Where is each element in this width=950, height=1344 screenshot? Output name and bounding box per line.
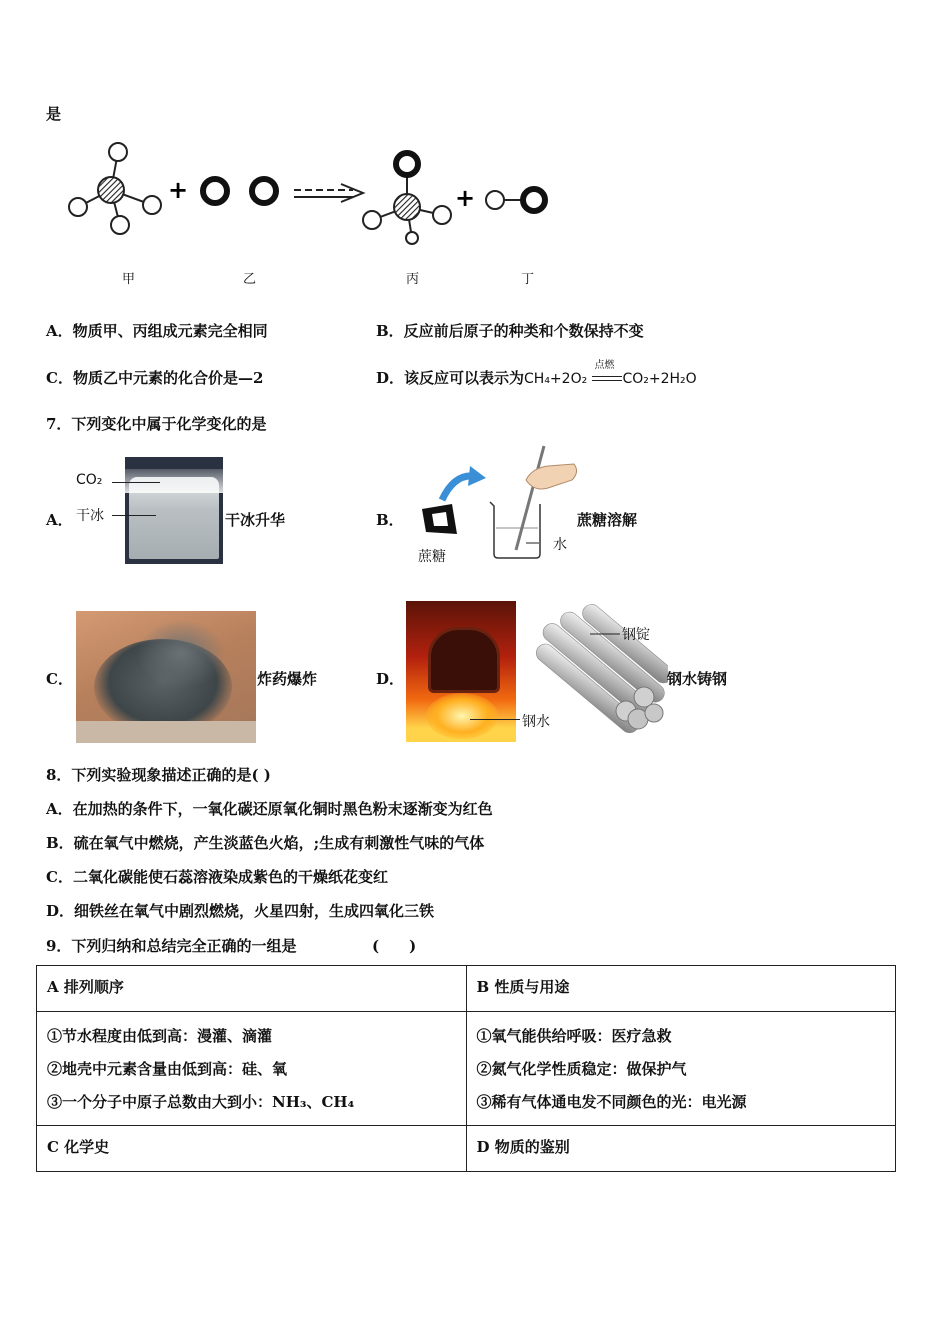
label-ingot: 钢锭 [622, 627, 650, 643]
cell-a-items [37, 1012, 467, 1126]
q6-option-a: A．物质甲、丙组成元素完全相同 [46, 322, 268, 340]
molecule-ding [486, 189, 545, 211]
q7-c-letter: C． [46, 670, 73, 688]
label-co2: CO₂ [76, 472, 103, 488]
label-bing: 丙 [406, 272, 420, 287]
pointer-dry-ice [112, 515, 156, 516]
equation-right: CO₂+2H₂O [622, 371, 697, 387]
equation-left: CH₄+2O₂ [524, 371, 588, 387]
q8-option-d: D．细铁丝在氧气中剧烈燃烧，火星四射，生成四氧化三铁 [46, 902, 435, 920]
label-molten: 钢水 [522, 714, 550, 730]
molten-steel-photo [406, 601, 516, 742]
transfer-arrowhead [468, 466, 486, 486]
molecule-yi [203, 179, 276, 203]
label-yi: 乙 [243, 272, 257, 287]
pointer-molten [470, 719, 520, 720]
list-item: ③稀有气体通电发不同颜色的光：电光源 [476, 1093, 747, 1111]
smoke-cloud-2 [136, 619, 226, 689]
sugar-highlight [432, 512, 448, 526]
list-item: ③一个分子中原子总数由大到小：NH₃、CH₄ [47, 1093, 355, 1111]
molecule-bing [363, 153, 451, 244]
plus-sign-1: + [168, 176, 189, 204]
equals-line-top [592, 376, 622, 377]
cell-b-title: B 性质与用途 [466, 966, 896, 1012]
continuation-text: 是 [46, 105, 62, 123]
q7-d-letter: D． [376, 670, 405, 688]
q8-option-c: C．二氧化碳能使石蕊溶液染成紫色的干燥纸花变红 [46, 868, 388, 886]
q7-d-caption: 钢水铸钢 [667, 670, 728, 688]
cell-b-items [466, 1012, 896, 1126]
q7-c-caption: 炸药爆炸 [257, 670, 318, 688]
list-item: ①氧气能供给呼吸：医疗急救 [476, 1027, 672, 1045]
reaction-diagram [60, 140, 560, 245]
dry-ice-photo [125, 457, 223, 564]
q8-stem: 8．下列实验现象描述正确的是( ) [46, 766, 271, 784]
label-dry-ice: 干冰 [76, 508, 104, 524]
q8-option-a: A．在加热的条件下，一氧化碳还原氧化铜时黑色粉末逐渐变为红色 [46, 800, 493, 818]
label-water: 水 [553, 537, 567, 553]
label-sugar: 蔗糖 [418, 549, 446, 565]
condition-ignite: 点燃 [594, 360, 615, 371]
hand [526, 464, 577, 489]
q6-option-d [376, 360, 697, 388]
molecule-jia [69, 143, 161, 234]
q7-b-caption: 蔗糖溶解 [577, 511, 638, 529]
co2-vapor [125, 469, 223, 493]
q6-option-c: C．物质乙中元素的化合价是—2 [46, 369, 264, 387]
explosion-photo [76, 611, 256, 743]
label-ding: 丁 [521, 272, 535, 287]
equation-sign [592, 360, 622, 386]
list-item: ①节水程度由低到高：漫灌、滴灌 [47, 1027, 273, 1045]
q6-option-b: B．反应前后原子的种类和个数保持不变 [376, 322, 644, 340]
reaction-arrow [294, 184, 363, 202]
q7-b-letter: B． [376, 511, 404, 529]
list-item: ②氮气化学性质稳定：做保护气 [476, 1060, 687, 1078]
q9-stem: 9．下列归纳和总结完全正确的一组是 [46, 937, 297, 955]
equals-line-bottom [592, 380, 622, 381]
q7-stem: 7．下列变化中属于化学变化的是 [46, 415, 267, 433]
q7-a-caption: 干冰升华 [225, 511, 286, 529]
pointer-co2 [112, 482, 160, 483]
q6-option-d-prefix: D．该反应可以表示为 [376, 369, 525, 387]
cell-d-title: D 物质的鉴别 [466, 1126, 896, 1172]
cell-c-title: C 化学史 [37, 1126, 467, 1172]
ladle [428, 627, 500, 693]
ground [76, 721, 256, 743]
cell-a-title: A 排列顺序 [37, 966, 467, 1012]
molten-glow [426, 693, 498, 739]
plus-sign-2: + [455, 184, 476, 212]
list-item: ②地壳中元素含量由低到高：硅、氧 [47, 1060, 288, 1078]
q9-table [36, 965, 896, 1172]
label-jia: 甲 [122, 272, 136, 287]
q7-a-letter: A． [46, 511, 73, 529]
q9-answer-blank: ( ) [372, 937, 417, 955]
q8-option-b: B．硫在氧气中燃烧，产生淡蓝色火焰，;生成有刺激性气味的气体 [46, 834, 485, 852]
